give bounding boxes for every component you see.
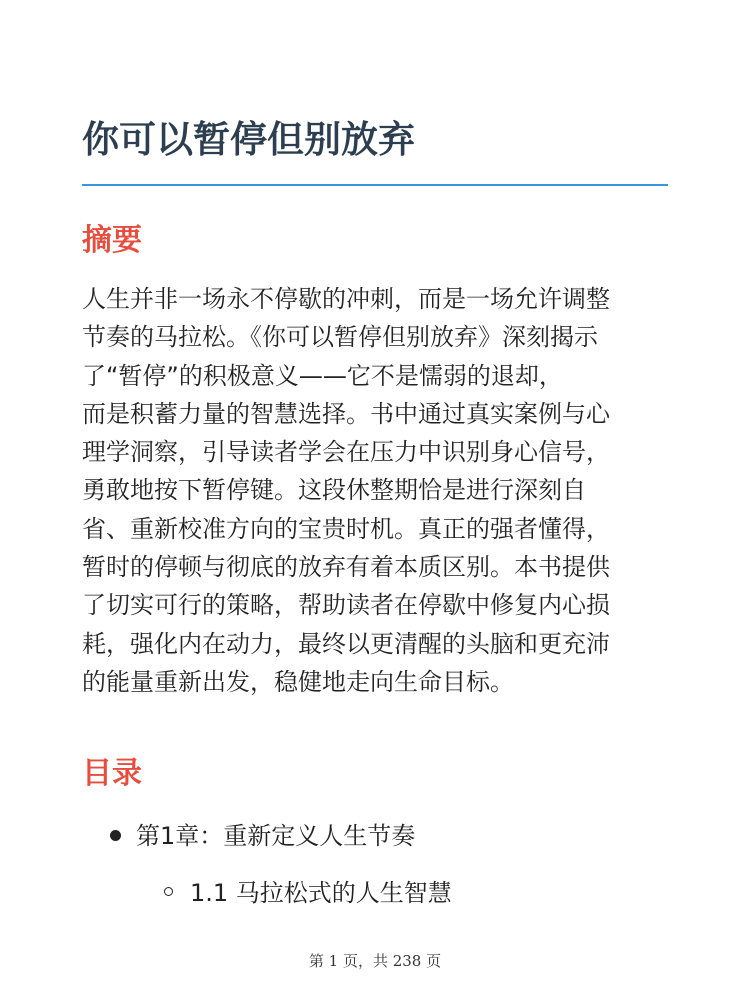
toc-item-chapter-1: 第1章：重新定义人生节奏 [136, 822, 416, 850]
summary-line: 暂时的停顿与彻底的放弃有着本质区别。本书提供 [82, 553, 610, 582]
summary-paragraph [82, 280, 672, 701]
bullet-circle-icon [164, 887, 173, 896]
page-number-footer: 第 1 页，共 238 页 [308, 952, 442, 970]
summary-line: 省、重新校准方向的宝贵时机。真正的强者懂得， [82, 514, 610, 543]
document-title: 你可以暂停但别放弃 [82, 118, 415, 161]
summary-line: 耗，强化内在动力，最终以更清醒的头脑和更充沛 [82, 629, 610, 658]
toc-item-section-1-1: 1.1 马拉松式的人生智慧 [190, 879, 452, 907]
summary-heading: 摘要 [82, 223, 142, 258]
bullet-disc-icon [110, 830, 121, 841]
summary-line: 人生并非一场永不停歇的冲刺，而是一场允许调整 [82, 285, 610, 313]
summary-line: 了“暂停”的积极意义——它不是懦弱的退却， [82, 361, 563, 390]
title-divider [82, 184, 668, 186]
summary-line: 的能量重新出发，稳健地走向生命目标。 [82, 667, 514, 696]
summary-line: 而是积蓄力量的智慧选择。书中通过真实案例与心 [82, 399, 610, 428]
summary-line: 了切实可行的策略，帮助读者在停歇中修复内心损 [82, 591, 610, 620]
summary-line: 节奏的马拉松。《你可以暂停但别放弃》深刻揭示 [82, 323, 598, 352]
toc-heading: 目录 [82, 756, 142, 791]
summary-line: 理学洞察，引导读者学会在压力中识别身心信号， [82, 438, 610, 467]
summary-line: 勇敢地按下暂停键。这段休整期恰是进行深刻自 [82, 476, 586, 505]
